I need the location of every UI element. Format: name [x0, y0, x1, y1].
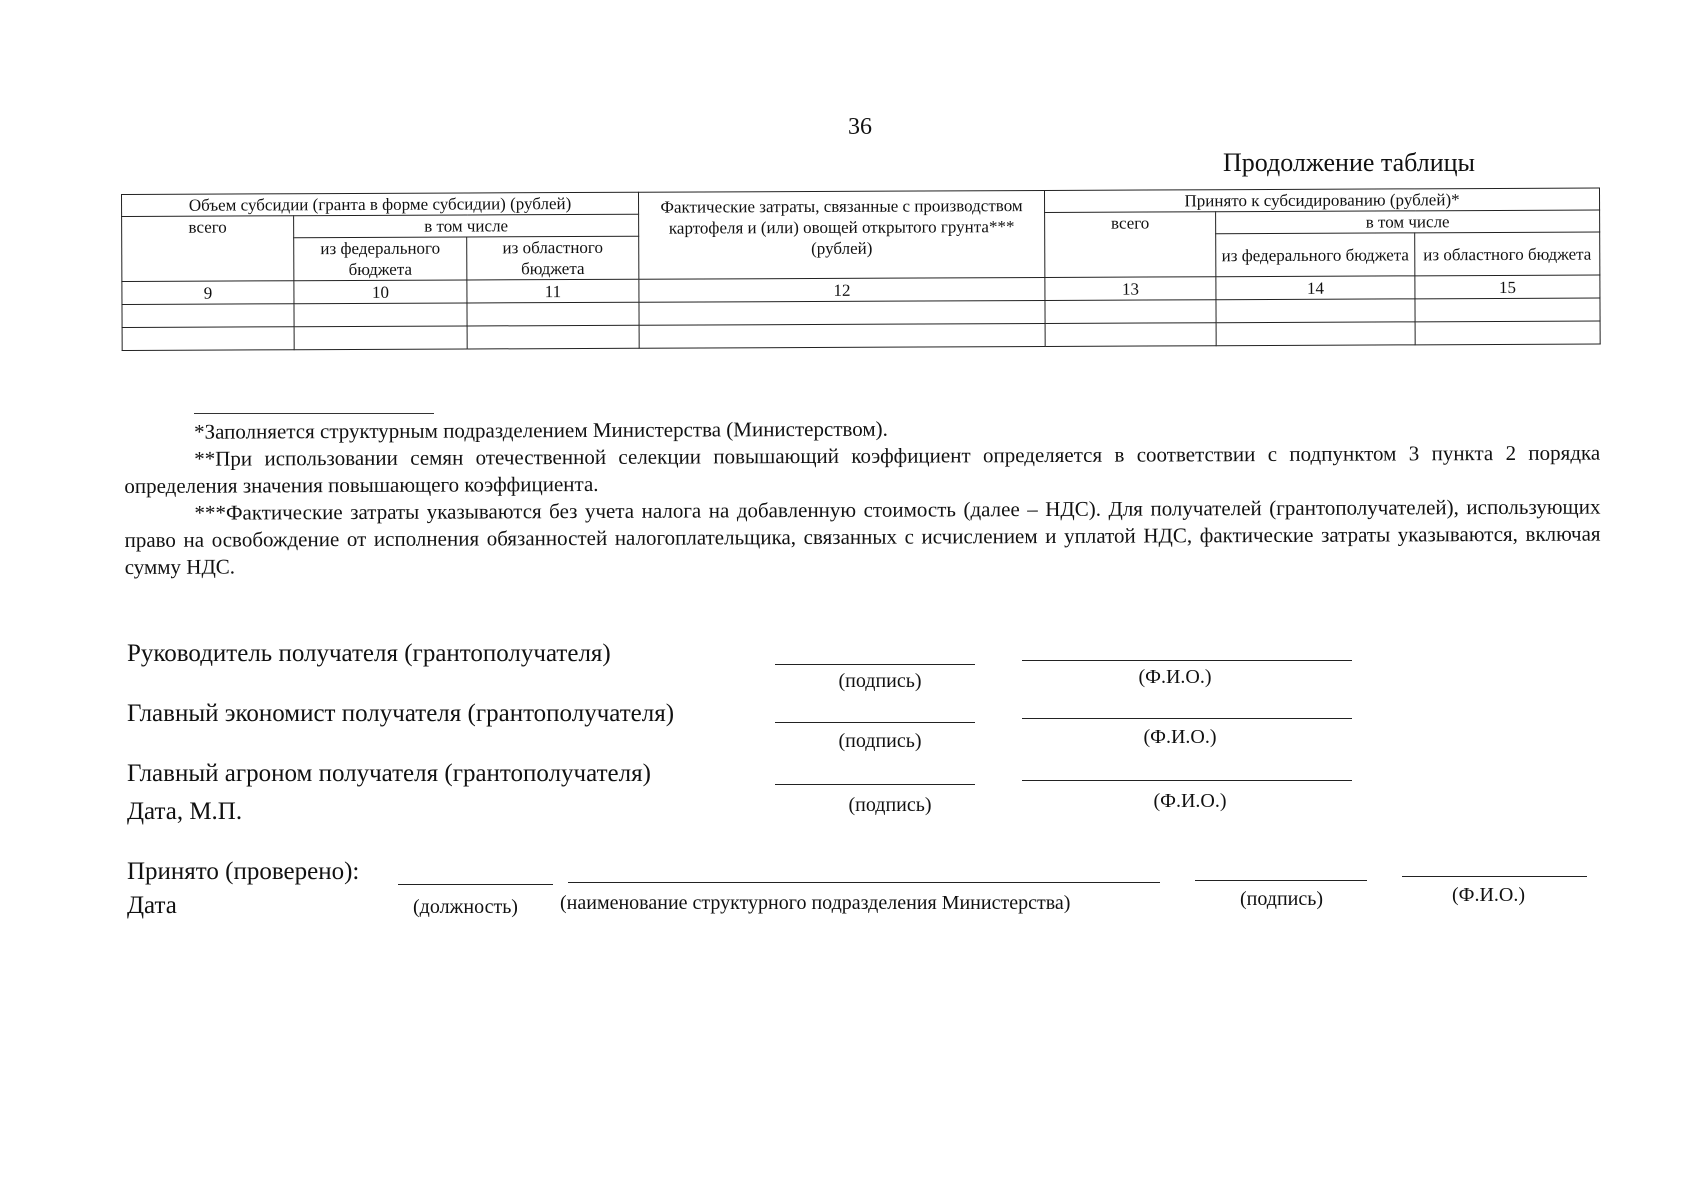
accepted-date-label: Дата: [127, 892, 177, 919]
column-number: 13: [1045, 277, 1216, 301]
table-cell[interactable]: [1415, 321, 1600, 345]
table-cell[interactable]: [639, 323, 1045, 348]
table-cell[interactable]: [1216, 299, 1415, 323]
actual-costs-header: Фактические затраты, связанные с производством картофеля и (или) овощей открытого грунта*** (рублей): [638, 190, 1044, 279]
agronomist-signatory-label: Главный агроном получателя (грантополучателя): [127, 760, 651, 787]
footnote-3: ***Фактические затраты указываются без учета налога на добавленную стоимость (далее – НДС). Для получателей (грантополучателей), использующих право на освобождение от исполнения обязанностей налогоплательщика, связанных с исчислением и уплатой НДС, фактические затраты указываются, включая сумму НДС.: [124, 494, 1601, 579]
table-cell[interactable]: [1216, 322, 1415, 346]
footnote-2: **При использовании семян отечественной селекции повышающий коэффициент определяется в соответствии с подпунктом 3 пункта 2 порядка определения значения повышающего коэффициента.: [124, 440, 1601, 498]
accepted-fio-caption: (Ф.И.О.): [1452, 884, 1526, 906]
accepted-fio-line[interactable]: [1402, 876, 1587, 877]
column-number: 10: [294, 280, 467, 304]
subsidy-volume-header: Объем субсидии (гранта в форме субсидии) (рублей): [122, 192, 639, 216]
table-cell[interactable]: [294, 326, 467, 350]
agronomist-fio-caption: (Ф.И.О.): [1153, 790, 1227, 812]
date-stamp-label: Дата, М.П.: [127, 798, 243, 825]
position-line[interactable]: [398, 884, 553, 885]
table-cell[interactable]: [1415, 298, 1600, 322]
regional-header: из областного бюджета: [467, 236, 639, 280]
head-signature-line[interactable]: [775, 664, 975, 665]
subsidy-table: [121, 188, 1601, 351]
including-accepted-header: в том числе: [1216, 210, 1600, 234]
agronomist-signature-line[interactable]: [775, 784, 975, 785]
accepted-label: Принято (проверено):: [127, 858, 360, 885]
department-line[interactable]: [568, 882, 1160, 883]
economist-signature-line[interactable]: [775, 722, 975, 723]
table-cell[interactable]: [467, 325, 639, 349]
head-signatory-label: Руководитель получателя (грантополучателя): [127, 640, 611, 667]
column-number: 9: [122, 281, 294, 305]
accepted-signature-line[interactable]: [1195, 880, 1367, 881]
federal-accepted-header: из федерального бюджета: [1216, 233, 1415, 277]
footnotes: [124, 407, 1601, 581]
column-number: 15: [1415, 275, 1600, 299]
table-cell[interactable]: [294, 303, 467, 327]
column-number: 11: [467, 279, 639, 303]
footnote-1: *Заполняется структурным подразделением Министерства (Министерством).: [194, 416, 888, 444]
accepted-signature-caption: (подпись): [1240, 888, 1324, 910]
column-number: 12: [639, 277, 1045, 302]
total-accepted-header: всего: [1045, 212, 1216, 278]
economist-fio-caption: (Ф.И.О.): [1143, 726, 1217, 748]
regional-accepted-header: из областного бюджета: [1415, 232, 1600, 276]
table-cell[interactable]: [122, 327, 294, 351]
table-cell[interactable]: [467, 302, 639, 326]
table-cell[interactable]: [639, 300, 1045, 325]
head-signature-caption: (подпись): [838, 670, 922, 692]
economist-signature-caption: (подпись): [838, 730, 922, 752]
table-continuation-label: Продолжение таблицы: [1223, 148, 1475, 177]
column-number: 14: [1216, 276, 1415, 300]
table-cell[interactable]: [1045, 323, 1216, 347]
department-caption: (наименование структурного подразделения Министерства): [560, 892, 1071, 914]
table-cell[interactable]: [122, 304, 294, 328]
agronomist-signature-caption: (подпись): [848, 794, 932, 816]
federal-header: из федерального бюджета: [294, 237, 467, 281]
table-cell[interactable]: [1045, 300, 1216, 324]
position-caption: (должность): [413, 896, 518, 918]
page-number: 36: [848, 114, 872, 140]
head-fio-caption: (Ф.И.О.): [1138, 666, 1212, 688]
economist-signatory-label: Главный экономист получателя (грантополучателя): [127, 700, 675, 727]
including-header: в том числе: [294, 214, 639, 238]
economist-fio-line[interactable]: [1022, 718, 1352, 719]
accepted-header: Принято к субсидированию (рублей)*: [1044, 188, 1599, 212]
total-header: всего: [122, 216, 294, 282]
agronomist-fio-line[interactable]: [1022, 780, 1352, 781]
head-fio-line[interactable]: [1022, 660, 1352, 661]
